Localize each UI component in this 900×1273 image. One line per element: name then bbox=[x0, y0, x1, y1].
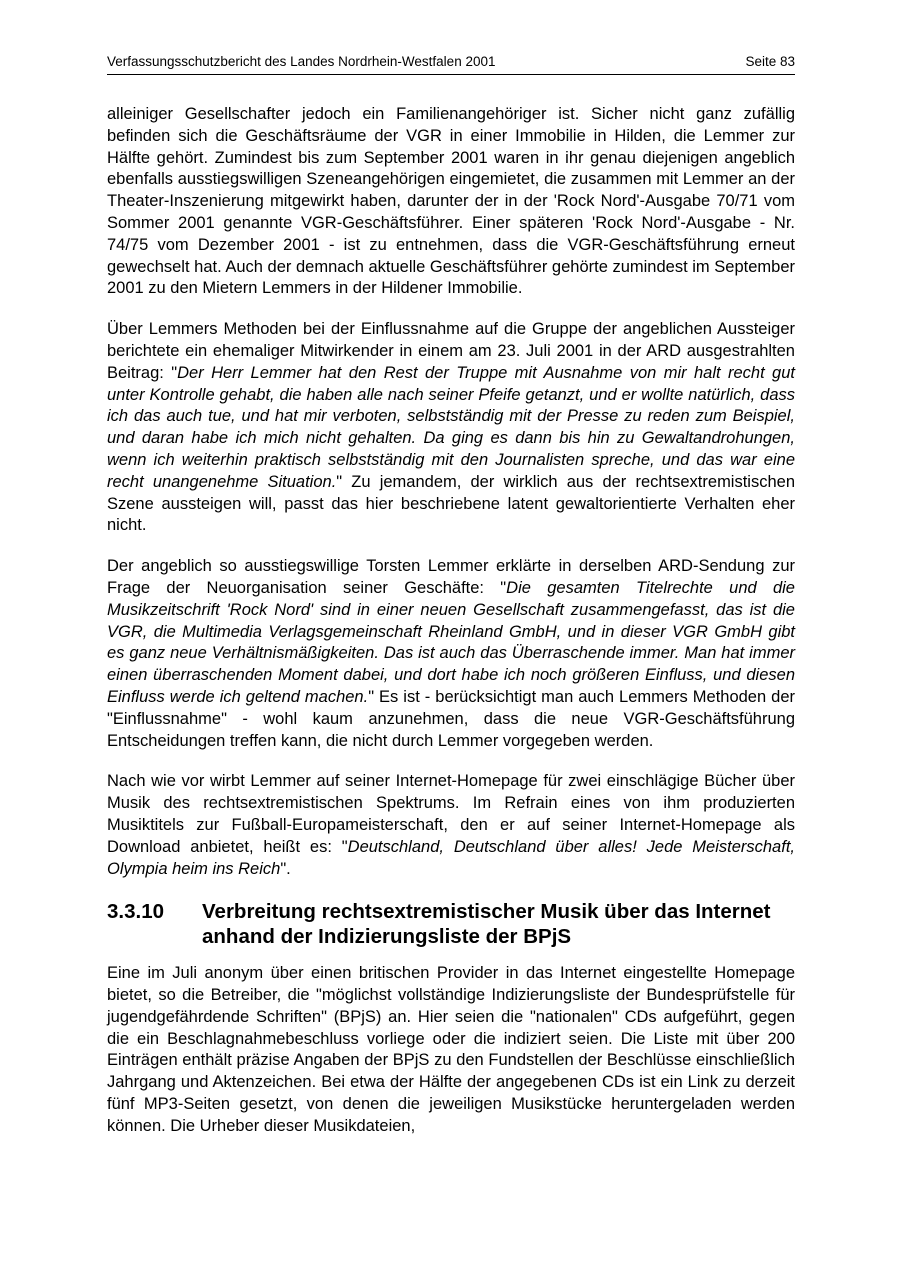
text-run: " Es ist - berücksichtigt man auch Lemmers Methoden der "Einflussnahme" - wohl kaum anzunehmen, dass die neue VGR-Geschäftsführung Entscheidungen treffen kann, die nicht durch Lemmer vorgegeben werden. bbox=[107, 687, 795, 750]
paragraph bbox=[107, 104, 795, 300]
text-run: Der angeblich so ausstiegswillige Torsten Lemmer erklärte in derselben ARD-Sendung zur Frage der Neuorganisation seiner Geschäfte: " bbox=[107, 557, 795, 597]
paragraph bbox=[107, 963, 795, 1137]
text-run: Über Lemmers Methoden bei der Einflussnahme auf die Gruppe der angeblichen Aussteiger berichtete ein ehemaliger Mitwirkender in einem am 23. Juli 2001 in der ARD ausgestrahlten Beitrag: " bbox=[107, 320, 795, 382]
text-run: ". bbox=[280, 859, 291, 878]
text-run: Eine im Juli anonym über einen britischen Provider in das Internet eingestellte Homepage bietet, so die Betreiber, die "möglichst vollständige Indizierungsliste der Bundesprüfstelle für jugendgefährdende Schriften" (BPjS) an. Hier seien die "nationalen" CDs aufgeführt, gegen die ein Beschlagnahmebeschluss vorliege oder die indiziert seien. Die Liste mit über 200 Einträgen enthält präzise Angaben der BPjS zu den Fundstellen der Beschlüsse einschließlich Jahrgang und Aktenzeichen. Bei etwa der Hälfte der angegebenen CDs ist ein Link zu derzeit fünf MP3-Seiten gesetzt, von denen die jeweiligen Musikstücke heruntergeladen werden können. Die Urheber dieser Musikdateien, bbox=[107, 964, 795, 1135]
text-run: " Zu jemandem, der wirklich aus der rechtsextremistischen Szene aussteigen will, passt das hier beschriebene latent gewaltorientierte Verhalten eher nicht. bbox=[107, 472, 796, 535]
quote-text: Deutschland, Deutschland über alles! Jede Meisterschaft, Olympia heim ins Reich bbox=[107, 837, 795, 878]
section-title: Verbreitung rechtsextremistischer Musik über das Internet anhand der Indizierungsliste der BPjS bbox=[202, 900, 771, 949]
header-title: Verfassungsschutzbericht des Landes Nordrhein-Westfalen 2001 bbox=[107, 54, 496, 69]
paragraph bbox=[107, 556, 795, 752]
paragraph bbox=[107, 771, 795, 880]
section-heading bbox=[107, 899, 795, 949]
page-number: Seite 83 bbox=[745, 54, 795, 69]
page-header bbox=[107, 52, 795, 75]
quote-text: Die gesamten Titelrechte und die Musikzeitschrift 'Rock Nord' sind in einer neuen Gesellschaft zusammengefasst, das ist die VGR, die Multimedia Verlagsgemeinschaft Rheinland GmbH, und in dieser VGR GmbH gibt es ganz neue Verhältnismäßigkeiten. Das ist auch das Überraschende immer. Man hat immer einen überraschenden Moment dabei, und dort habe ich noch größeren Einfluss, und diesen Einfluss werde ich geltend machen. bbox=[107, 578, 795, 706]
body-text bbox=[107, 104, 795, 1157]
paragraph bbox=[107, 319, 795, 537]
quote-text: Der Herr Lemmer hat den Rest der Truppe mit Ausnahme von mir halt recht gut unter Kontrolle gehabt, die haben alle nach seiner Pfeife getanzt, und er wollte natürlich, dass ich das auch tue, und hat mir verboten, selbstständig mit der Presse zu reden zum Beispiel, und daran habe ich mich nicht gehalten. Da ging es dann bis hin zu Gewaltandrohungen, wenn ich weiterhin praktisch selbstständig mit den Journalisten spreche, und das war eine recht unangenehme Situation. bbox=[107, 363, 795, 491]
text-run: Nach wie vor wirbt Lemmer auf seiner Internet-Homepage für zwei einschlägige Bücher über Musik des rechtsextremistischen Spektrums. Im Refrain eines von ihm produzierten Musiktitels zur Fußball-Europameisterschaft, den er auf seiner Internet-Homepage als Download anbietet, heißt es: " bbox=[107, 772, 795, 856]
section-number: 3.3.10 bbox=[107, 900, 164, 924]
text-run: alleiniger Gesellschafter jedoch ein Familienangehöriger ist. Sicher nicht ganz zufällig befinden sich die Geschäftsräume der VGR in einer Immobilie in Hilden, die Lemmer zur Hälfte gehört. Zumindest bis zum September 2001 waren in ihr genau diejenigen angeblich ebenfalls ausstiegswilligen Szeneangehörigen eingemietet, die zusammen mit Lemmer an der Theater-Inszenierung mitgewirkt haben, darunter der in der 'Rock Nord'-Ausgabe 70/71 vom Sommer 2001 genannte VGR-Geschäftsführer. Einer späteren 'Rock Nord'-Ausgabe - Nr. 74/75 vom Dezember 2001 - ist zu entnehmen, dass die VGR-Geschäftsführung erneut gewechselt hat. Auch der demnach aktuelle Geschäftsführer gehörte zumindest im September 2001 zu den Mietern Lemmers in der Hildener Immobilie. bbox=[107, 105, 795, 298]
